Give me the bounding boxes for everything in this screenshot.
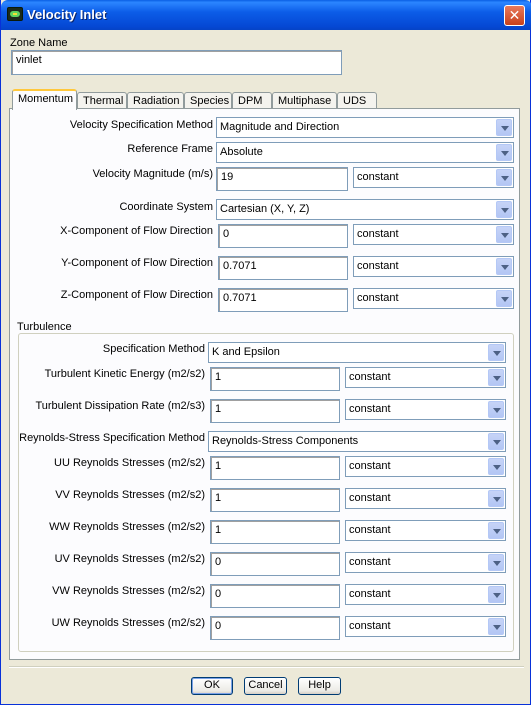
vv-stress-input[interactable]: 1 — [210, 488, 340, 512]
x-flow-direction-label: X-Component of Flow Direction — [60, 225, 213, 237]
tab-uds[interactable]: UDS — [337, 92, 377, 109]
turbulence-spec-method-label: Specification Method — [102, 343, 205, 355]
uw-stress-profile-value: constant — [349, 620, 391, 632]
z-flow-direction-profile-select[interactable] — [353, 288, 514, 309]
x-flow-direction-profile-select[interactable] — [353, 224, 514, 245]
cancel-button[interactable]: Cancel — [244, 677, 287, 695]
tke-label: Turbulent Kinetic Energy (m2/s2) — [44, 368, 205, 380]
chevron-down-icon[interactable] — [496, 144, 512, 161]
coordinate-system-select[interactable] — [216, 199, 514, 220]
tab-multiphase[interactable]: Multiphase — [272, 92, 337, 109]
window-title: Velocity Inlet — [27, 7, 107, 22]
coordinate-system-value: Cartesian (X, Y, Z) — [220, 203, 310, 215]
uu-stress-input[interactable]: 1 — [210, 456, 340, 480]
chevron-down-icon[interactable] — [496, 169, 512, 186]
help-button[interactable]: Help — [298, 677, 341, 695]
velocity-magnitude-profile-value: constant — [357, 171, 399, 183]
tab-dpm[interactable]: DPM — [232, 92, 272, 109]
ok-button[interactable]: OK — [191, 677, 233, 695]
x-flow-direction-input[interactable]: 0 — [218, 224, 348, 248]
chevron-down-icon[interactable] — [488, 344, 504, 361]
z-flow-direction-profile-value: constant — [357, 292, 399, 304]
vw-stress-profile-select[interactable] — [345, 584, 506, 605]
velocity-spec-method-label: Velocity Specification Method — [69, 119, 213, 131]
tdr-label: Turbulent Dissipation Rate (m2/s3) — [35, 400, 205, 412]
uu-stress-profile-value: constant — [349, 460, 391, 472]
tab-species[interactable]: Species — [184, 92, 232, 109]
vw-stress-label: VW Reynolds Stresses (m2/s2) — [52, 585, 205, 597]
velocity-magnitude-profile-select[interactable] — [353, 167, 514, 188]
chevron-down-icon[interactable] — [488, 522, 504, 539]
y-flow-direction-label: Y-Component of Flow Direction — [61, 257, 213, 269]
chevron-down-icon[interactable] — [496, 258, 512, 275]
chevron-down-icon[interactable] — [488, 401, 504, 418]
turbulence-spec-method-select[interactable] — [208, 342, 506, 363]
tdr-input[interactable]: 1 — [210, 399, 340, 423]
y-flow-direction-profile-select[interactable] — [353, 256, 514, 277]
tdr-profile-value: constant — [349, 403, 391, 415]
reference-frame-select[interactable] — [216, 142, 514, 163]
vw-stress-input[interactable]: 0 — [210, 584, 340, 608]
x-flow-direction-profile-value: constant — [357, 228, 399, 240]
turbulence-spec-method-value: K and Epsilon — [212, 346, 280, 358]
turbulence-group-label: Turbulence — [17, 321, 72, 333]
z-flow-direction-input[interactable]: 0.7071 — [218, 288, 348, 312]
chevron-down-icon[interactable] — [488, 369, 504, 386]
uu-stress-label: UU Reynolds Stresses (m2/s2) — [54, 457, 205, 469]
velocity-magnitude-label: Velocity Magnitude (m/s) — [92, 168, 213, 180]
velocity-spec-method-select[interactable] — [216, 117, 514, 138]
ww-stress-input[interactable]: 1 — [210, 520, 340, 544]
y-flow-direction-input[interactable]: 0.7071 — [218, 256, 348, 280]
chevron-down-icon[interactable] — [496, 201, 512, 218]
chevron-down-icon[interactable] — [496, 226, 512, 243]
coordinate-system-label: Coordinate System — [119, 201, 213, 213]
chevron-down-icon[interactable] — [488, 433, 504, 450]
reynolds-stress-spec-method-select[interactable] — [208, 431, 506, 452]
reynolds-stress-spec-method-label: Reynolds-Stress Specification Method — [19, 432, 205, 444]
chevron-down-icon[interactable] — [496, 119, 512, 136]
tke-profile-select[interactable] — [345, 367, 506, 388]
vv-stress-profile-select[interactable] — [345, 488, 506, 509]
tke-profile-value: constant — [349, 371, 391, 383]
uv-stress-input[interactable]: 0 — [210, 552, 340, 576]
zone-name-label: Zone Name — [10, 37, 68, 49]
velocity-spec-method-value: Magnitude and Direction — [220, 121, 340, 133]
vw-stress-profile-value: constant — [349, 588, 391, 600]
y-flow-direction-profile-value: constant — [357, 260, 399, 272]
chevron-down-icon[interactable] — [488, 554, 504, 571]
close-button[interactable]: ✕ — [504, 5, 525, 26]
chevron-down-icon[interactable] — [488, 618, 504, 635]
uv-stress-profile-value: constant — [349, 556, 391, 568]
z-flow-direction-label: Z-Component of Flow Direction — [60, 289, 213, 301]
uw-stress-profile-select[interactable] — [345, 616, 506, 637]
fluent-app-icon — [7, 7, 23, 21]
title-bar[interactable] — [1, 0, 531, 30]
zone-name-input[interactable]: vinlet — [11, 50, 342, 75]
reynolds-stress-spec-method-value: Reynolds-Stress Components — [212, 435, 359, 447]
uu-stress-profile-select[interactable] — [345, 456, 506, 477]
uv-stress-label: UV Reynolds Stresses (m2/s2) — [54, 553, 205, 565]
reference-frame-label: Reference Frame — [127, 143, 213, 155]
chevron-down-icon[interactable] — [488, 490, 504, 507]
tdr-profile-select[interactable] — [345, 399, 506, 420]
tab-thermal[interactable]: Thermal — [77, 92, 127, 109]
ww-stress-profile-select[interactable] — [345, 520, 506, 541]
chevron-down-icon[interactable] — [496, 290, 512, 307]
uv-stress-profile-select[interactable] — [345, 552, 506, 573]
tab-momentum[interactable]: Momentum — [12, 89, 77, 110]
chevron-down-icon[interactable] — [488, 586, 504, 603]
vv-stress-label: VV Reynolds Stresses (m2/s2) — [55, 489, 205, 501]
reference-frame-value: Absolute — [220, 146, 263, 158]
tke-input[interactable]: 1 — [210, 367, 340, 391]
ww-stress-profile-value: constant — [349, 524, 391, 536]
footer-divider — [9, 666, 524, 668]
chevron-down-icon[interactable] — [488, 458, 504, 475]
uw-stress-input[interactable]: 0 — [210, 616, 340, 640]
ww-stress-label: WW Reynolds Stresses (m2/s2) — [49, 521, 205, 533]
tab-radiation[interactable]: Radiation — [127, 92, 184, 109]
uw-stress-label: UW Reynolds Stresses (m2/s2) — [51, 617, 205, 629]
vv-stress-profile-value: constant — [349, 492, 391, 504]
velocity-magnitude-input[interactable]: 19 — [216, 167, 348, 191]
